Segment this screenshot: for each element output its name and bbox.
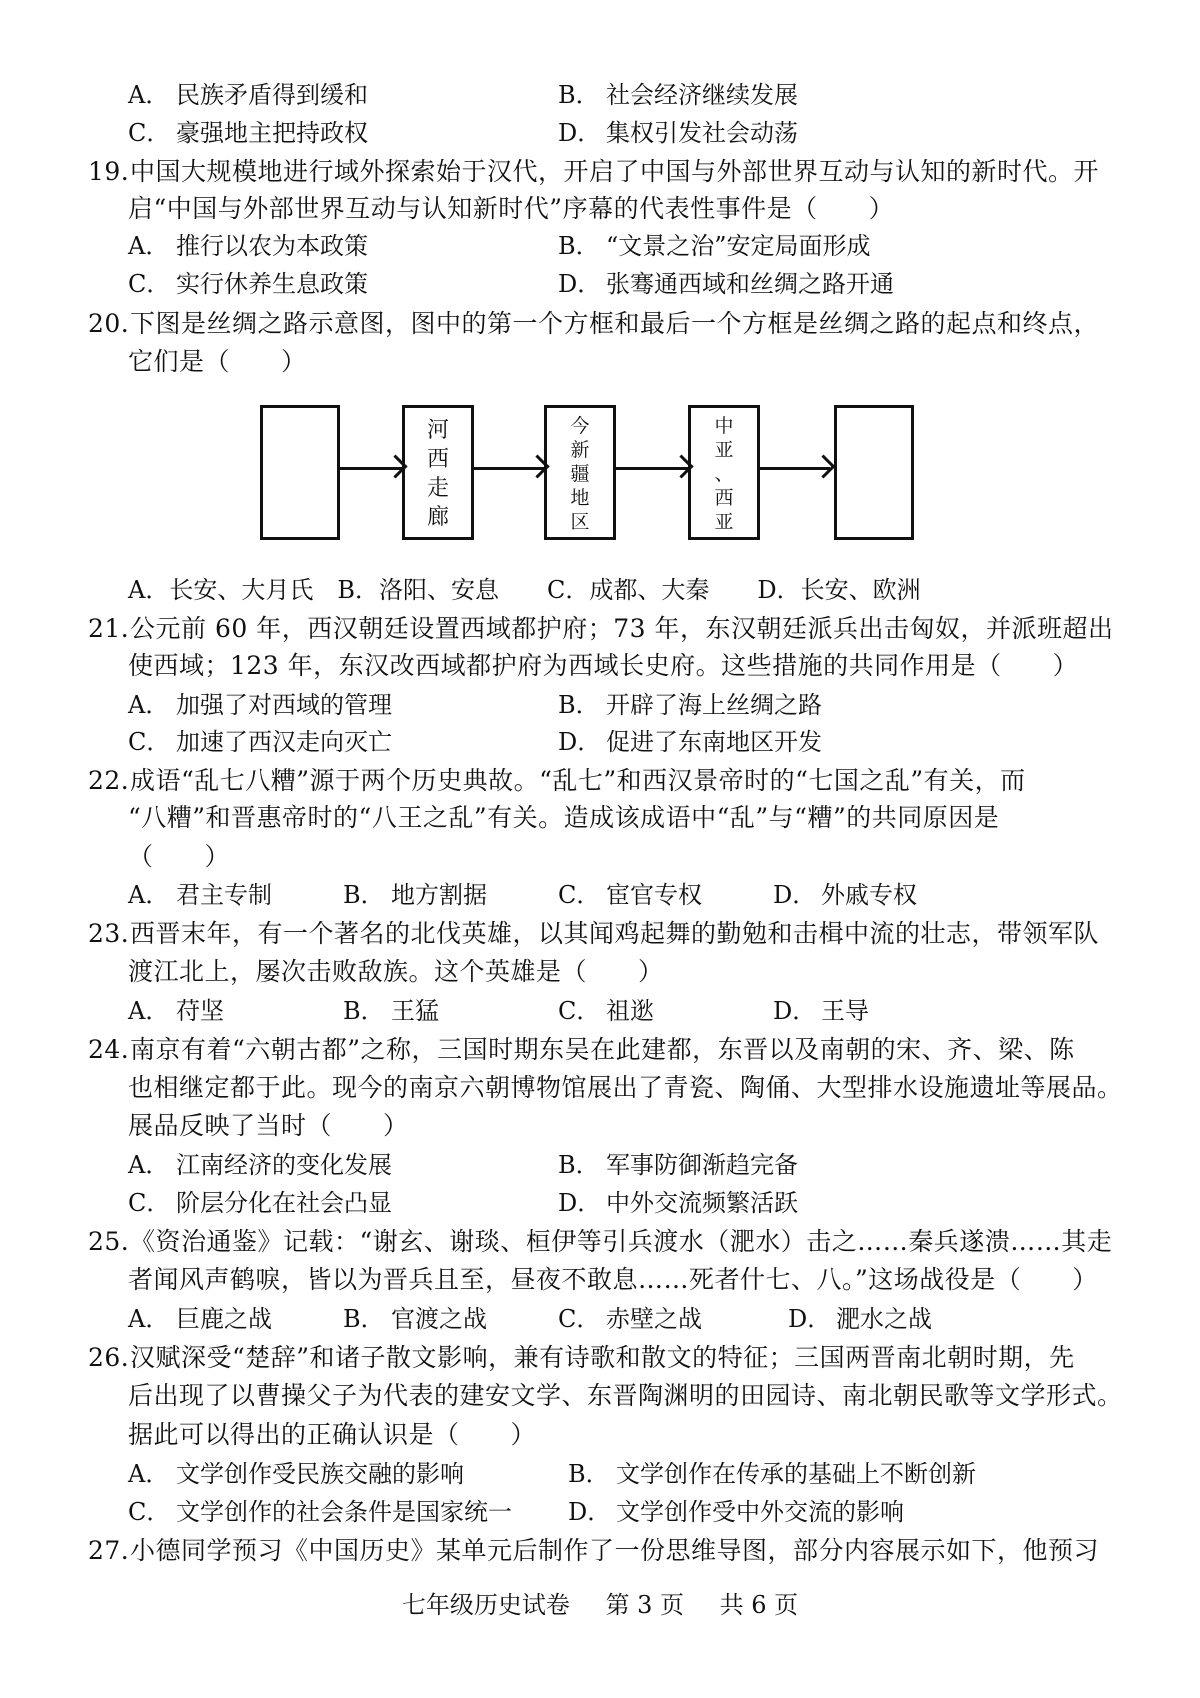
q24-option-d: D． 中外交流频繁活跃 — [558, 1189, 798, 1217]
q24-stem-line-2: 也相继定都于此。现今的南京六朝博物馆展出了青瓷、陶俑、大型排水设施遗址等展品。 — [128, 1073, 1123, 1102]
page-footer — [0, 1590, 1200, 1620]
q18-option-c: C． 豪强地主把持政权 — [128, 119, 368, 147]
q21-option-c: C． 加速了西汉走向灭亡 — [128, 728, 392, 756]
q21-stem-line-2: 使西域；123 年，东汉改西域都护府为西域长史府。这些措施的共同作用是（ ） — [128, 651, 1079, 680]
q23-stem-line-1: 23.西晋末年，有一个著名的北伐英雄，以其闻鸡起舞的勤勉和击楫中流的壮志，带领军队 — [88, 919, 1100, 948]
q20-options: A．长安、大月氏 B．洛阳、安息 C．成都、大秦 D．长安、欧洲 — [128, 576, 921, 604]
q22-stem-line-2: “八糟”和晋惠帝时的“八王之乱”有关。造成该成语中“乱”与“糟”的共同原因是 — [128, 803, 1000, 832]
q24-number: 24. — [88, 1035, 130, 1064]
q25-number: 25. — [88, 1227, 130, 1256]
q26-option-a: A． 文学创作受民族交融的影响 — [128, 1460, 464, 1488]
q26-stem-line-2: 后出现了以曹操父子为代表的建安文学、东晋陶渊明的田园诗、南北朝民歌等文学形式。 — [128, 1381, 1123, 1410]
total-pages: 共 6 页 — [719, 1591, 799, 1619]
q23-stem-line-2: 渡江北上，屡次击败敌族。这个英雄是（ ） — [128, 957, 664, 986]
q21-option-b: B． 开辟了海上丝绸之路 — [558, 691, 822, 719]
q22-option-b: B． 地方割据 — [343, 881, 487, 909]
exam-title: 七年级历史试卷 — [401, 1591, 570, 1619]
q21-number: 21. — [88, 614, 130, 643]
q19-stem-line-2: 启“中国与外部世界互动与认知新时代”序幕的代表性事件是（ ） — [128, 194, 895, 223]
q26-option-b: B． 文学创作在传承的基础上不断创新 — [568, 1460, 976, 1488]
q21-stem-line-1: 21.公元前 60 年，西汉朝廷设置西域都护府；73 年，东汉朝廷派兵出击匈奴，并派班超出 — [88, 614, 1114, 643]
q21-option-a: A． 加强了对西域的管理 — [128, 691, 392, 719]
q18-option-a: A． 民族矛盾得到缓和 — [128, 81, 368, 109]
diagram-box-end — [834, 405, 914, 540]
diagram-box-xinjiang: 今 新 疆 地 区 — [544, 405, 616, 540]
silk-road-diagram — [250, 405, 850, 545]
q26-stem-line-1: 26.汉赋深受“楚辞”和诸子散文影响，兼有诗歌和散文的特征；三国两晋南北朝时期，先 — [88, 1343, 1075, 1372]
q25-option-a: A． 巨鹿之战 — [128, 1305, 272, 1333]
diagram-arrow-3 — [616, 467, 688, 470]
q22-option-c: C． 宦官专权 — [558, 881, 702, 909]
q25-option-d: D． 淝水之战 — [788, 1305, 932, 1333]
q25-stem-line-2: 者闻风声鹤唳，皆以为晋兵且至，昼夜不敢息……死者什七、八。”这场战役是（ ） — [128, 1265, 1098, 1294]
q19-option-d: D． 张骞通西域和丝绸之路开通 — [558, 270, 894, 298]
q19-option-a: A． 推行以农为本政策 — [128, 232, 368, 260]
q22-stem-line-3: （ ） — [128, 842, 231, 871]
page-number: 第 3 页 — [605, 1591, 684, 1619]
q22-option-a: A． 君主专制 — [128, 881, 272, 909]
q19-option-b: B． “文景之治”安定局面形成 — [558, 232, 871, 260]
q24-stem-line-3: 展品反映了当时（ ） — [128, 1111, 409, 1140]
q21-option-d: D． 促进了东南地区开发 — [558, 728, 822, 756]
q20-stem-line-1: 20.下图是丝绸之路示意图，图中的第一个方框和最后一个方框是丝绸之路的起点和终点， — [88, 309, 1100, 338]
diagram-box-central-west-asia: 中 亚 、 西 亚 — [688, 405, 760, 540]
q25-option-b: B． 官渡之战 — [343, 1305, 487, 1333]
q18-option-d: D． 集权引发社会动荡 — [558, 119, 798, 147]
q22-option-d: D． 外戚专权 — [773, 881, 917, 909]
q23-number: 23. — [88, 919, 130, 948]
diagram-arrow-4 — [760, 467, 830, 470]
q26-stem-line-3: 据此可以得出的正确认识是（ ） — [128, 1420, 537, 1449]
q23-option-b: B． 王猛 — [343, 997, 439, 1025]
q26-number: 26. — [88, 1343, 130, 1372]
diagram-arrow-2 — [474, 467, 544, 470]
q22-stem-line-1: 22.成语“乱七八糟”源于两个历史典故。“乱七”和西汉景帝时的“七国之乱”有关，而 — [88, 766, 1026, 795]
q24-stem-line-1: 24.南京有着“六朝古都”之称，三国时期东吴在此建都，东晋以及南朝的宋、齐、梁、陈 — [88, 1035, 1075, 1064]
q24-option-a: A． 江南经济的变化发展 — [128, 1151, 392, 1179]
q27-stem-line-1: 27.小德同学预习《中国历史》某单元后制作了一份思维导图，部分内容展示如下，他预习 — [88, 1536, 1100, 1565]
q26-option-c: C． 文学创作的社会条件是国家统一 — [128, 1498, 512, 1526]
q20-stem-line-2: 它们是（ ） — [128, 347, 307, 376]
q22-number: 22. — [88, 766, 130, 795]
q19-stem-line-1: 19.中国大规模地进行域外探索始于汉代，开启了中国与外部世界互动与认知的新时代。开 — [88, 157, 1100, 186]
diagram-box-hexi-corridor: 河 西 走 廊 — [402, 405, 474, 540]
q24-option-b: B． 军事防御渐趋完备 — [558, 1151, 798, 1179]
q26-option-d: D． 文学创作受中外交流的影响 — [568, 1498, 904, 1526]
q19-option-c: C． 实行休养生息政策 — [128, 270, 368, 298]
diagram-arrow-1 — [340, 467, 402, 470]
q20-number: 20. — [88, 309, 130, 338]
q23-option-c: C． 祖逖 — [558, 997, 654, 1025]
q18-option-b: B． 社会经济继续发展 — [558, 81, 798, 109]
q23-option-a: A． 苻坚 — [128, 997, 224, 1025]
q25-option-c: C． 赤壁之战 — [558, 1305, 702, 1333]
q23-option-d: D． 王导 — [773, 997, 869, 1025]
diagram-box-start — [260, 405, 340, 540]
q24-option-c: C． 阶层分化在社会凸显 — [128, 1189, 392, 1217]
q27-number: 27. — [88, 1536, 130, 1565]
q25-stem-line-1: 25.《资治通鉴》记载：“谢玄、谢琰、桓伊等引兵渡水（淝水）击之……秦兵遂溃……其走 — [88, 1227, 1113, 1256]
q19-number: 19. — [88, 157, 130, 186]
